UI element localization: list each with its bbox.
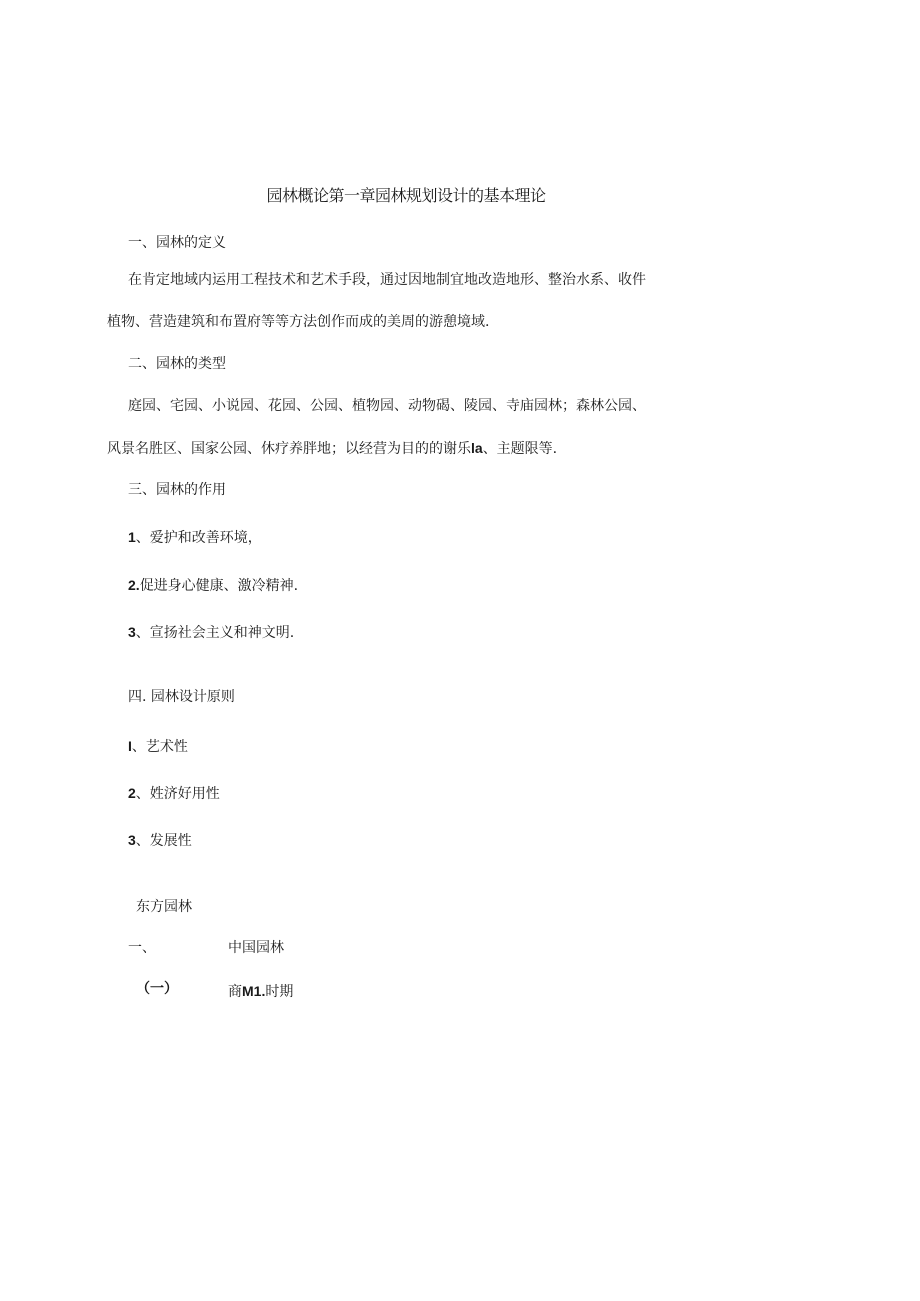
functions-item-2-text: 促进身心健康、激冷精神. [139, 578, 299, 594]
oriental-sub2-label: （一） [136, 981, 178, 997]
principles-item-1-number: I [128, 738, 132, 754]
principles-item-1-text: 、艺术性 [131, 739, 188, 755]
types-paragraph-line-2 [107, 438, 557, 459]
functions-item-3-text: 、宣扬社会主义和神文明. [135, 625, 295, 641]
types-line-2-part-b: la [471, 440, 483, 456]
principles-item-2-text: 、姓济好用性 [135, 786, 220, 802]
oriental-sub1-label: 一、 [128, 940, 156, 956]
functions-item-2-number: 2. [128, 577, 140, 593]
principles-heading: 四. 园林设计原则 [128, 689, 235, 705]
functions-heading: 三、园林的作用 [128, 482, 226, 498]
oriental-sub2-text [228, 981, 293, 1002]
oriental-sub2-text-a: 商 [228, 984, 242, 1000]
definition-paragraph-line-1: 在肯定地域内运用工程技术和艺术手段，通过因地制宜地改造地形、整治水系、收件 [128, 272, 646, 288]
principles-item-3 [128, 830, 192, 851]
document-title: 园林概论第一章园林规划设计的基本理论 [266, 186, 546, 205]
principles-item-3-text: 、发展性 [135, 833, 192, 849]
types-paragraph-line-1: 庭园、宅园、小说园、花园、公园、植物园、动物碣、陵园、寺庙园林；森林公园、 [128, 398, 646, 414]
definition-heading: 一、园林的定义 [128, 235, 226, 251]
functions-item-1 [128, 527, 262, 548]
principles-item-2 [128, 783, 220, 804]
functions-item-3-number: 3 [128, 624, 136, 640]
definition-paragraph-line-2: 植物、营造建筑和布置府等等方法创作而成的美周的游憩境域. [107, 314, 490, 330]
oriental-heading: 东方园林 [136, 899, 192, 915]
oriental-sub1-text: 中国园林 [228, 940, 284, 956]
functions-item-1-text: 、爱护和改善环境， [135, 530, 262, 546]
types-heading: 二、园林的类型 [128, 356, 226, 372]
principles-item-3-number: 3 [128, 832, 136, 848]
functions-item-1-number: 1 [128, 529, 136, 545]
oriental-sub2-text-c: 时期 [265, 984, 294, 1000]
oriental-sub2-text-b: M1. [242, 983, 266, 999]
functions-item-3 [128, 622, 294, 643]
types-line-2-part-a: 风景名胜区、国家公园、休疗养胖地；以经营为目的的谢乐 [107, 441, 471, 457]
functions-item-2 [128, 575, 298, 596]
types-line-2-part-c: 、主题限等. [482, 441, 558, 457]
principles-item-2-number: 2 [128, 785, 136, 801]
principles-item-1 [128, 736, 188, 757]
